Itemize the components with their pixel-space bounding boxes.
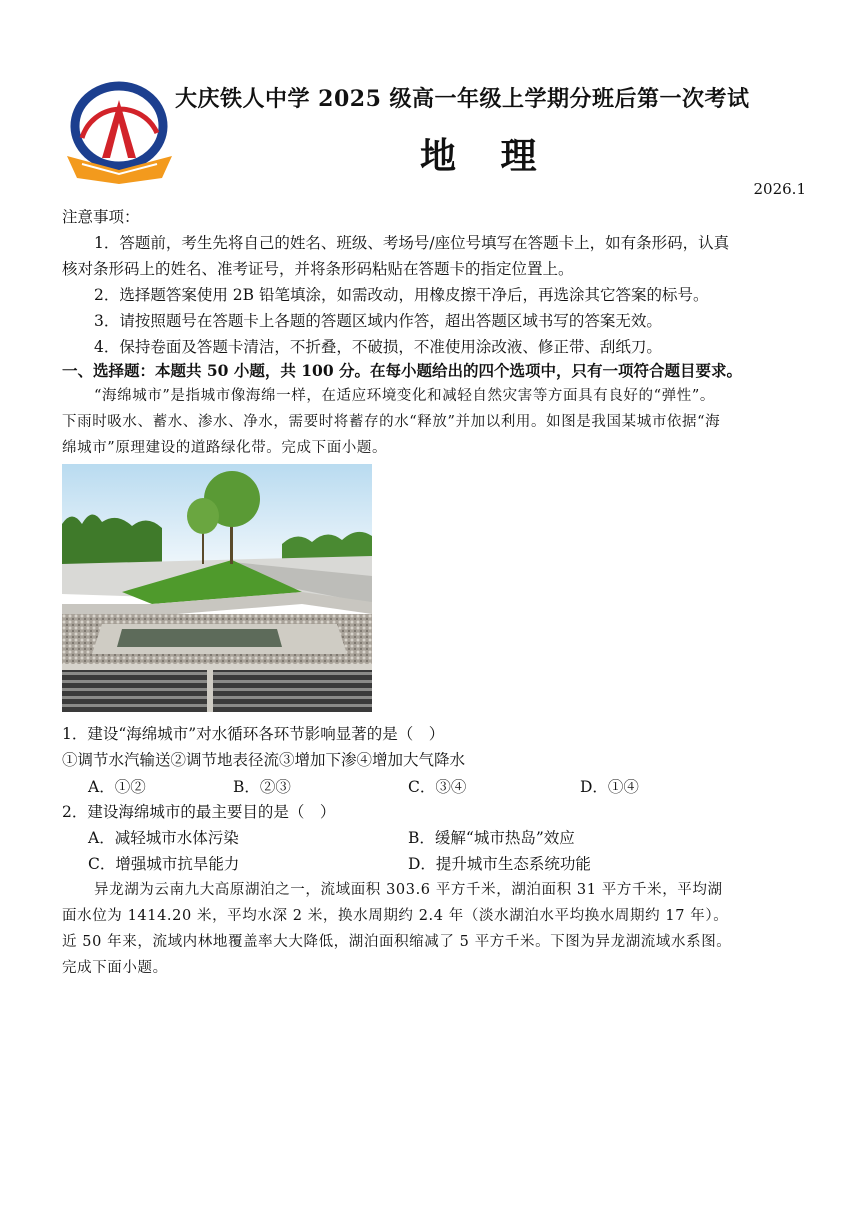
notice-item-4: 4．保持卷面及答题卡清洁，不折叠，不破损，不准使用涂改液、修正带、刮纸刀。	[94, 338, 662, 356]
q2-option-d[interactable]: D．提升城市生态系统功能	[408, 855, 591, 873]
notice-item-2: 2．选择题答案使用 2B 铅笔填涂，如需改动，用橡皮擦干净后，再选涂其它答案的标号。	[94, 286, 709, 304]
passage1-line2: 下雨时吸水、蓄水、渗水、净水，需要时将蓄存的水“释放”并加以利用。如图是我国某城市依据“海	[62, 414, 721, 430]
q1-option-a[interactable]: A．①②	[88, 778, 146, 796]
passage2-line2: 面水位为 1414.20 米，平均水深 2 米，换水周期约 2.4 年（淡水湖泊水平均换水周期约 17 年）。	[62, 908, 729, 924]
passage2-line4: 完成下面小题。	[62, 960, 168, 976]
exam-date: 2026.1	[753, 180, 806, 198]
exam-title: 大庆铁人中学 2025 级高一年级上学期分班后第一次考试	[175, 86, 750, 112]
notice-heading: 注意事项：	[62, 208, 140, 226]
q1-stem: 1．建设“海绵城市”对水循环各环节影响显著的是（ ）	[62, 725, 445, 743]
notice-item-1a: 1．答题前，考生先将自己的姓名、班级、考场号/座位号填写在答题卡上，如有条形码，认真	[94, 234, 730, 252]
notice-item-1b: 核对条形码上的姓名、准考证号，并将条形码粘贴在答题卡的指定位置上。	[62, 260, 574, 278]
passage1-line3: 绵城市”原理建设的道路绿化带。完成下面小题。	[62, 440, 388, 456]
q1-option-b[interactable]: B．②③	[233, 778, 291, 796]
passage2-line3: 近 50 年来，流域内林地覆盖率大大降低，湖泊面积缩减了 5 平方千米。下图为异龙湖流域水系图。	[62, 934, 732, 950]
q1-option-d[interactable]: D．①④	[580, 778, 639, 796]
notice-item-3: 3．请按照题号在答题卡上各题的答题区域内作答，超出答题区域书写的答案无效。	[94, 312, 662, 330]
subject-title: 地 理	[420, 135, 553, 177]
q1-option-c[interactable]: C．③④	[408, 778, 467, 796]
passage2-line1: 异龙湖为云南九大高原湖泊之一，流域面积 303.6 平方千米，湖泊面积 31 平方千米，平均湖	[94, 882, 723, 898]
q2-option-c[interactable]: C．增强城市抗旱能力	[88, 855, 240, 873]
q2-option-b[interactable]: B．缓解“城市热岛”效应	[408, 829, 575, 847]
section-heading: 一、选择题：本题共 50 小题，共 100 分。在每小题给出的四个选项中，只有一项符合题目要求。	[62, 361, 743, 380]
green-belt-photo	[62, 464, 372, 712]
passage1-line1: “海绵城市”是指城市像海绵一样，在适应环境变化和减轻自然灾害等方面具有良好的“弹性”。	[94, 388, 715, 404]
q2-stem: 2．建设海绵城市的最主要目的是（ ）	[62, 803, 336, 821]
q2-option-a[interactable]: A．减轻城市水体污染	[88, 829, 239, 847]
q1-items: ①调节水汽输送②调节地表径流③增加下渗④增加大气降水	[62, 751, 466, 769]
school-logo	[62, 78, 177, 188]
